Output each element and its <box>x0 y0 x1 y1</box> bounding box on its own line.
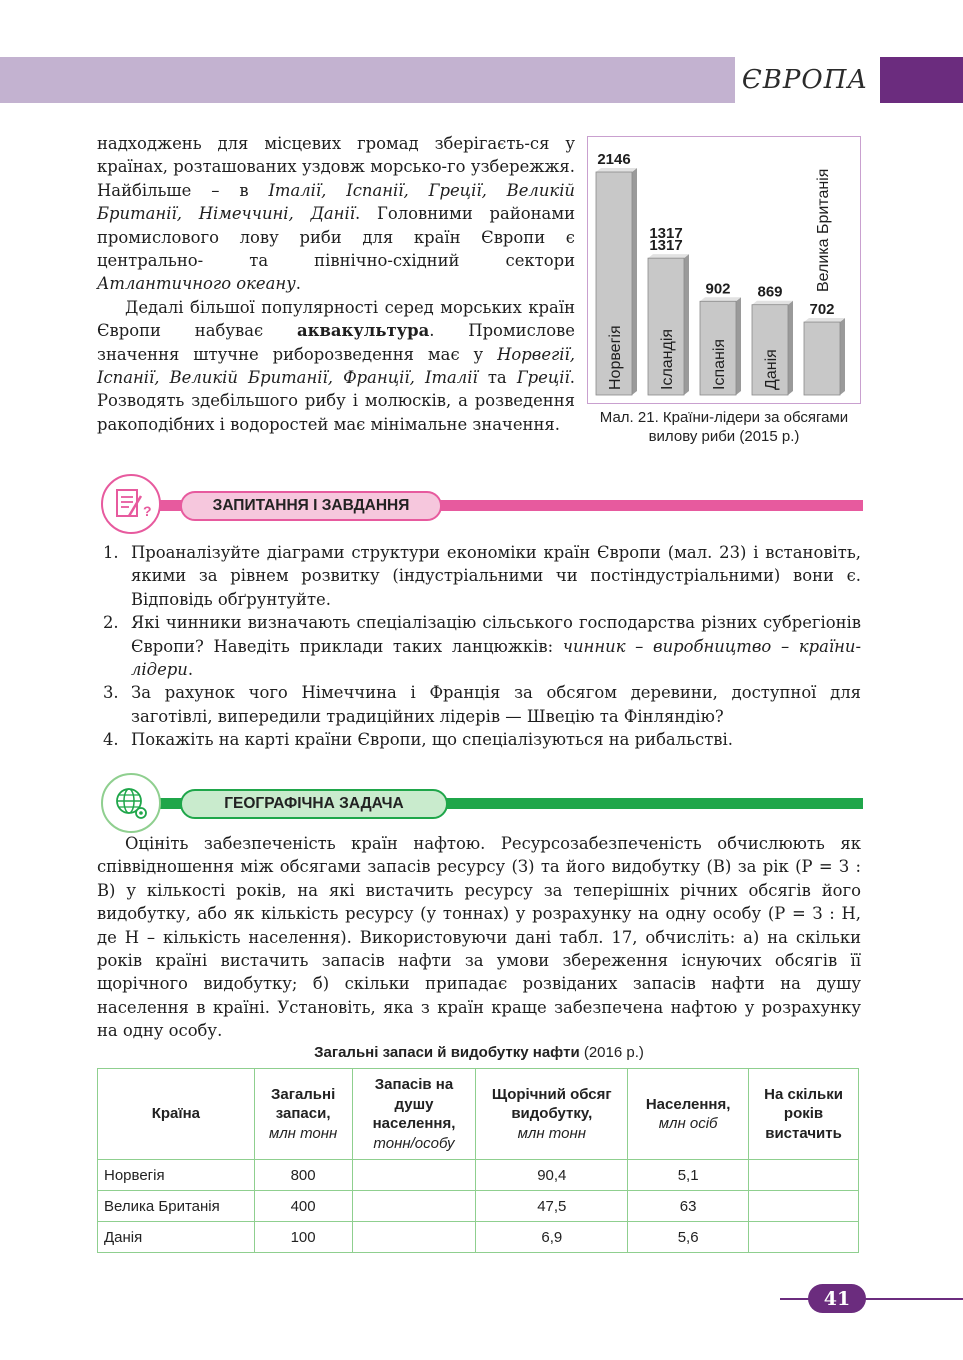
chart-value-label: 869 <box>757 283 783 301</box>
intro-paragraph-2 <box>97 296 575 436</box>
chart-bar-side <box>840 318 845 395</box>
chart-category-label: Велика Британія <box>815 168 832 293</box>
header-label: Країна <box>151 1105 200 1123</box>
table-header-cell <box>254 1069 352 1160</box>
table-header-cell <box>749 1069 859 1160</box>
table-cell: 800 <box>254 1160 352 1191</box>
chart-value-label-duplicate: 1317 <box>649 225 683 243</box>
questions-icon <box>101 474 161 534</box>
table-cell <box>352 1191 476 1222</box>
table-title <box>97 1044 861 1061</box>
task-icon <box>101 773 161 833</box>
chart-svg <box>588 137 862 405</box>
text-run: Покажіть на карті країни Європи, що спеціалізуються на рибальстві. <box>131 730 733 750</box>
country-cell: Данія <box>98 1222 255 1253</box>
text-run: Греції <box>516 368 570 388</box>
chart-value-label: 902 <box>705 280 731 298</box>
task-banner: ГЕОГРАФІЧНА ЗАДАЧА <box>180 789 448 819</box>
question-item <box>97 728 861 751</box>
text-run: Дедалі більшої популярності серед морських країн Європи набуває <box>97 297 575 341</box>
text-run: аквакультура <box>297 321 430 341</box>
header-unit: тонн/особу <box>373 1134 455 1152</box>
task-paragraph: Оцініть забезпеченість країн нафтою. Ресурсозабезпеченість обчислюють як співвідношення між обсягами запасів ресурсу (З) та його видобутку (В) за рік (Р = З : В) у кількості років, на які вистачить ресурсу за теперішніх річних обсягів його видобутку, або як кількість ресурсу (у тоннах) у розрахунку на одну особу (Р = З : Н, де Н – кількість населення). Використовуючи дані табл. 17, обчисліть: а) на скільки років країні вистачить запасів нафти за умови збереження існуючих обсягів її щорічного видобутку; б) скільки припадає розвіданих запасів нафти на душу населення в країні. Установіть, яка з країн краще забезпечена нафтою у розрахунку на одну особу. <box>97 834 861 1041</box>
text-run: чинник – виробництво – країни-лідери <box>131 636 862 680</box>
table-cell: 5,1 <box>628 1160 749 1191</box>
table-cell <box>749 1222 859 1253</box>
question-number: 3. <box>103 683 119 703</box>
chart-category-label: Данія <box>763 349 780 390</box>
table-cell: 5,6 <box>628 1222 749 1253</box>
chart-value-label: 1317 <box>649 237 683 255</box>
chart-value-label: 702 <box>809 301 835 319</box>
table-row <box>98 1222 859 1253</box>
questions-list <box>97 541 861 752</box>
text-run: Атлантичного океану <box>97 274 296 294</box>
text-run: . Розводять здебільшого рибу і молюсків, а розведення ракоподібних і водоростей має мінімальне значення. <box>97 368 575 434</box>
table-title-year: (2016 р.) <box>579 1044 644 1061</box>
table-header-cell <box>628 1069 749 1160</box>
chart-bar-top <box>804 318 845 322</box>
table-title-main: Загальні запаси й видобутку нафти <box>314 1044 580 1061</box>
header-label: Щорічний обсяг видобутку, <box>491 1085 612 1123</box>
questions-banner: ЗАПИТАННЯ І ЗАВДАННЯ <box>180 491 442 521</box>
table-cell <box>352 1160 476 1191</box>
globe-gear-icon <box>111 783 151 823</box>
intro-text <box>97 132 575 436</box>
text-run: . <box>187 660 194 680</box>
header-label: Населення, <box>645 1095 731 1113</box>
header-label: Загальні запаси, <box>270 1085 336 1123</box>
table-header-cell <box>98 1069 255 1160</box>
header-tab <box>880 57 963 103</box>
chart-category-label: Іспанія <box>711 338 728 390</box>
text-run: За рахунок чого Німеччина і Франція за обсягом деревини, доступної для заготівлі, випередили традиційних лідерів — Швецію та Фінляндію? <box>131 683 861 726</box>
text-run: Які чинники визначають спеціалізацію сільського господарства різних субрегіонів Європи? Наведіть приклади таких ланцюжків: <box>131 613 861 656</box>
table-cell <box>749 1160 859 1191</box>
text-run: . <box>295 274 301 294</box>
country-cell: Норвегія <box>98 1160 255 1191</box>
chart-bar-top <box>596 168 637 172</box>
header-label: На скільки років вистачить <box>764 1085 843 1142</box>
svg-text:?: ? <box>143 503 152 519</box>
question-item <box>97 541 861 611</box>
text-run: Проаналізуйте діаграми структури економіки країн Європи (мал. 23) і встановіть, якими за рівнем розвитку (індустріальними чи постіндустріальними) вони є. Відповідь обґрунтуйте. <box>131 543 861 609</box>
question-item <box>97 681 861 728</box>
country-cell: Велика Британія <box>98 1191 255 1222</box>
table-cell: 6,9 <box>476 1222 628 1253</box>
oil-reserves-table <box>97 1068 859 1253</box>
fish-catch-chart <box>587 136 861 404</box>
chart-bar-side <box>684 254 689 395</box>
table-cell: 63 <box>628 1191 749 1222</box>
table-cell: 400 <box>254 1191 352 1222</box>
question-number: 2. <box>103 613 119 633</box>
table-row <box>98 1191 859 1222</box>
question-number: 4. <box>103 730 119 750</box>
chart-caption: Мал. 21. Країни-лідери за обсягами вилову риби (2015 р.) <box>599 409 849 445</box>
table-row <box>98 1160 859 1191</box>
chart-bar-top <box>700 297 741 301</box>
table-header-cell <box>476 1069 628 1160</box>
section-title: ЄВРОПА <box>741 65 869 95</box>
text-run: . Головними районами промислового лову риби для країн Європи є центрально- та північно-східний сектори <box>97 204 575 271</box>
chart-category-label: Ісландія <box>659 328 676 390</box>
chart-bar-top <box>752 301 793 305</box>
document-question-icon <box>109 482 153 526</box>
chart-value-label: 2146 <box>597 151 631 168</box>
chart-bar-group <box>804 318 845 395</box>
chart-bar-side <box>788 301 793 395</box>
chart-bar <box>804 322 840 395</box>
question-number: 1. <box>103 543 119 562</box>
table-cell: 47,5 <box>476 1191 628 1222</box>
table-cell <box>749 1191 859 1222</box>
header-unit: млн тонн <box>268 1124 338 1142</box>
text-run: . Промислове значення штучне риборозведення має у <box>97 321 575 364</box>
text-run: та <box>477 368 517 388</box>
chart-bar-side <box>632 168 637 395</box>
text-run: надходжень для місцевих громад зберігаєть-ся у країнах, розташованих уздовж морсько-го узбережжя. Найбільше – в <box>97 134 575 200</box>
question-item <box>97 611 861 681</box>
table-header-cell <box>352 1069 476 1160</box>
header-unit: млн осіб <box>658 1115 718 1132</box>
text-run: Норвегії, Іспанії, Великій Британії, Франції, Італії <box>97 344 575 388</box>
table-header-row <box>98 1069 859 1160</box>
header-band <box>0 57 735 103</box>
page-number: 41 <box>808 1284 866 1313</box>
intro-paragraph-1 <box>97 132 575 296</box>
chart-bar-top <box>648 254 689 258</box>
text-run: Італії, Іспанії, Греції, Великій Британії, Німеччині, Данії <box>97 180 575 224</box>
chart-category-label: Норвегія <box>607 325 624 390</box>
table-cell: 100 <box>254 1222 352 1253</box>
chart-bar-side <box>736 297 741 395</box>
table-cell <box>352 1222 476 1253</box>
table-cell: 90,4 <box>476 1160 628 1191</box>
header-unit: млн тонн <box>517 1124 586 1142</box>
header-label: Запасів на душу населення, <box>372 1076 456 1132</box>
task-text <box>97 832 861 1043</box>
